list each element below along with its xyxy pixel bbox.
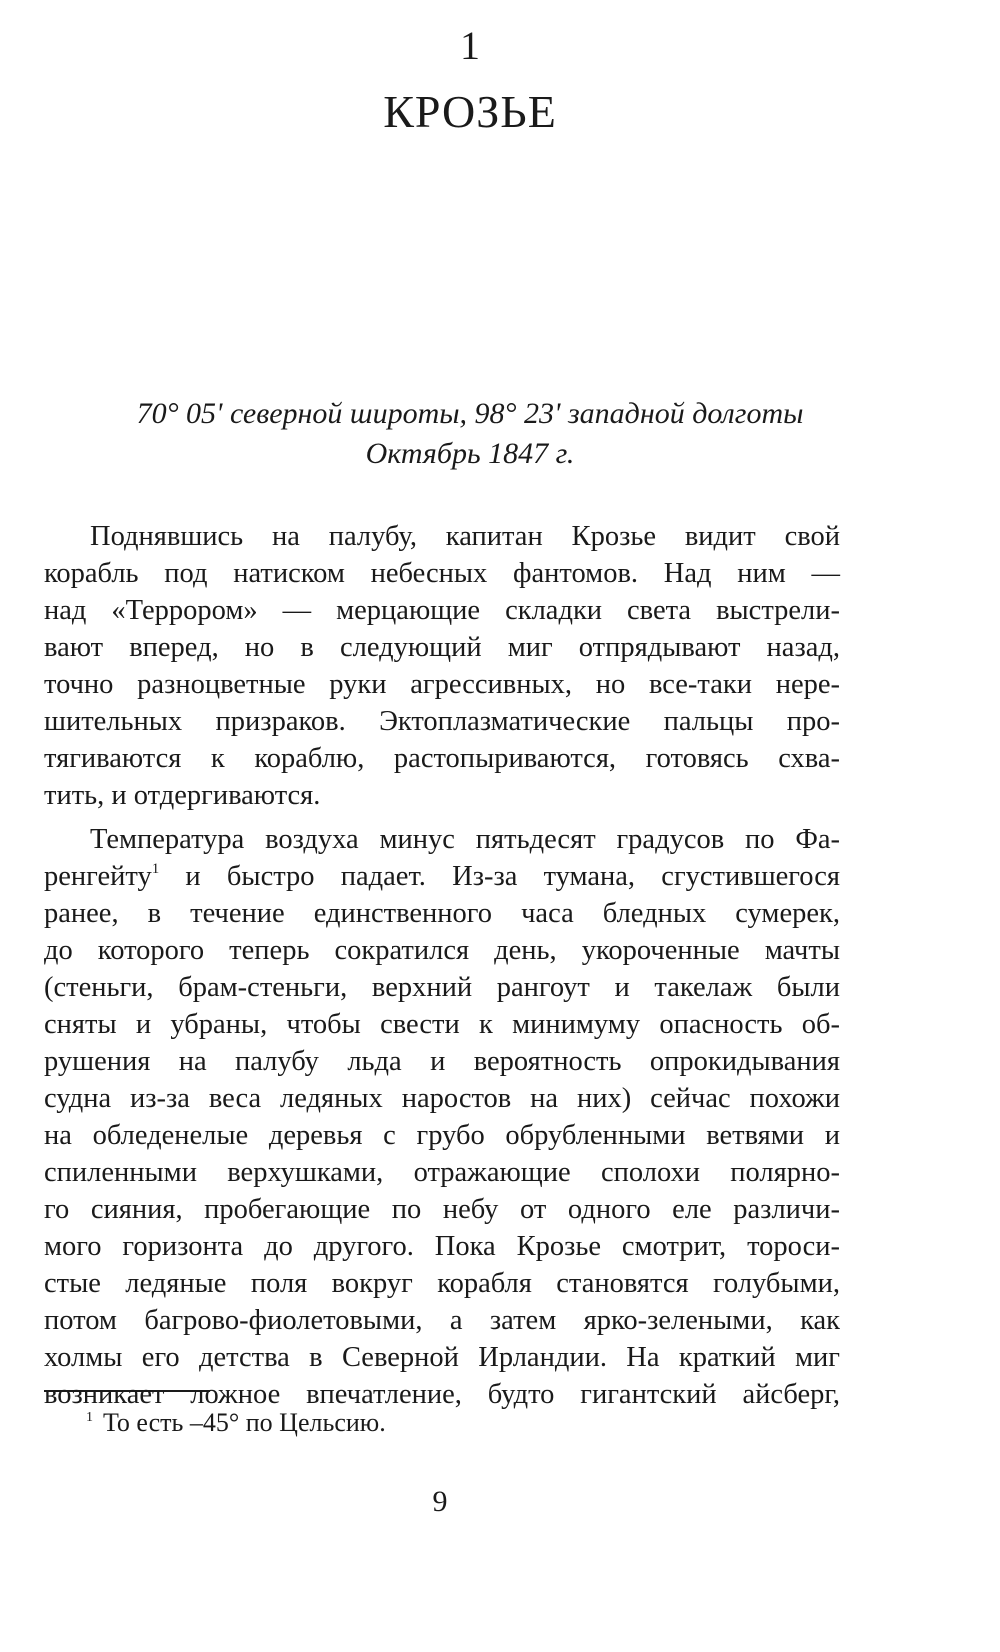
text-line: мого горизонта до другого. Пока Крозье смотрит, тороси- — [44, 1231, 840, 1262]
text-line: сняты и убраны, чтобы свести к минимуму опасность об- — [44, 1009, 840, 1040]
chapter-number: 1 — [460, 23, 480, 68]
text-line: Поднявшись на палубу, капитан Крозье видит свой — [90, 521, 840, 552]
text-line: холмы его детства в Северной Ирландии. На краткий миг — [44, 1342, 840, 1373]
text-line: корабль под натиском небесных фантомов. Над ним — — [44, 558, 840, 589]
text-line: тягиваются к кораблю, растопыриваются, готовясь схва- — [44, 743, 840, 774]
text-line: над «Террором» — мерцающие складки света выстрели- — [44, 595, 840, 626]
text-line: стые ледяные поля вокруг корабля становятся голубыми, — [44, 1268, 840, 1299]
footnote-text: То есть –45° по Цельсию. — [103, 1408, 386, 1437]
epigraph-date: Октябрь 1847 г. — [365, 437, 575, 470]
text-fragment: и быстро падает. Из-за тумана, сгустившегося — [159, 861, 840, 892]
body-text — [44, 518, 840, 1413]
text-line: потом багрово-фиолетовыми, а затем ярко-зелеными, как — [44, 1305, 840, 1336]
footnote — [86, 1406, 386, 1440]
text-line: Температура воздуха минус пятьдесят градусов по Фа- — [90, 824, 840, 855]
epigraph-coordinates: 70° 05' северной широты, 98° 23' западной долготы — [136, 397, 804, 430]
text-line-with-footnote — [44, 858, 840, 895]
text-line: тить, и отдергиваются. — [44, 780, 321, 811]
text-line: рушения на палубу льда и вероятность опрокидывания — [44, 1046, 840, 1077]
footnote-reference[interactable]: 1 — [151, 861, 160, 877]
text-line: спиленными верхушками, отражающие сполохи полярно- — [44, 1157, 840, 1188]
footnote-divider — [44, 1390, 210, 1392]
text-line: точно разноцветные руки агрессивных, но все-таки нере- — [44, 669, 840, 700]
text-line: ранее, в течение единственного часа бледных сумерек, — [44, 898, 840, 929]
text-line: вают вперед, но в следующий миг отпрядывают назад, — [44, 632, 840, 663]
text-fragment: ренгейту — [44, 861, 152, 892]
footnote-mark: 1 — [86, 1410, 93, 1425]
page-number: 9 — [432, 1485, 448, 1518]
text-line: го сияния, пробегающие по небу от одного еле различи- — [44, 1194, 840, 1225]
chapter-title: КРОЗЬЕ — [383, 86, 557, 137]
text-line: шительных призраков. Эктоплазматические пальцы про- — [44, 706, 840, 737]
text-line: (стеньги, брам-стеньги, верхний рангоут и такелаж были — [44, 972, 840, 1003]
text-line: до которого теперь сократился день, укороченные мачты — [44, 935, 840, 966]
text-line: на обледенелые деревья с грубо обрубленными ветвями и — [44, 1120, 840, 1151]
text-line: судна из-за веса ледяных наростов на них) сейчас похожи — [44, 1083, 840, 1114]
text-line: возникает ложное впечатление, будто гигантский айсберг, — [44, 1379, 840, 1410]
epigraph — [0, 394, 940, 474]
